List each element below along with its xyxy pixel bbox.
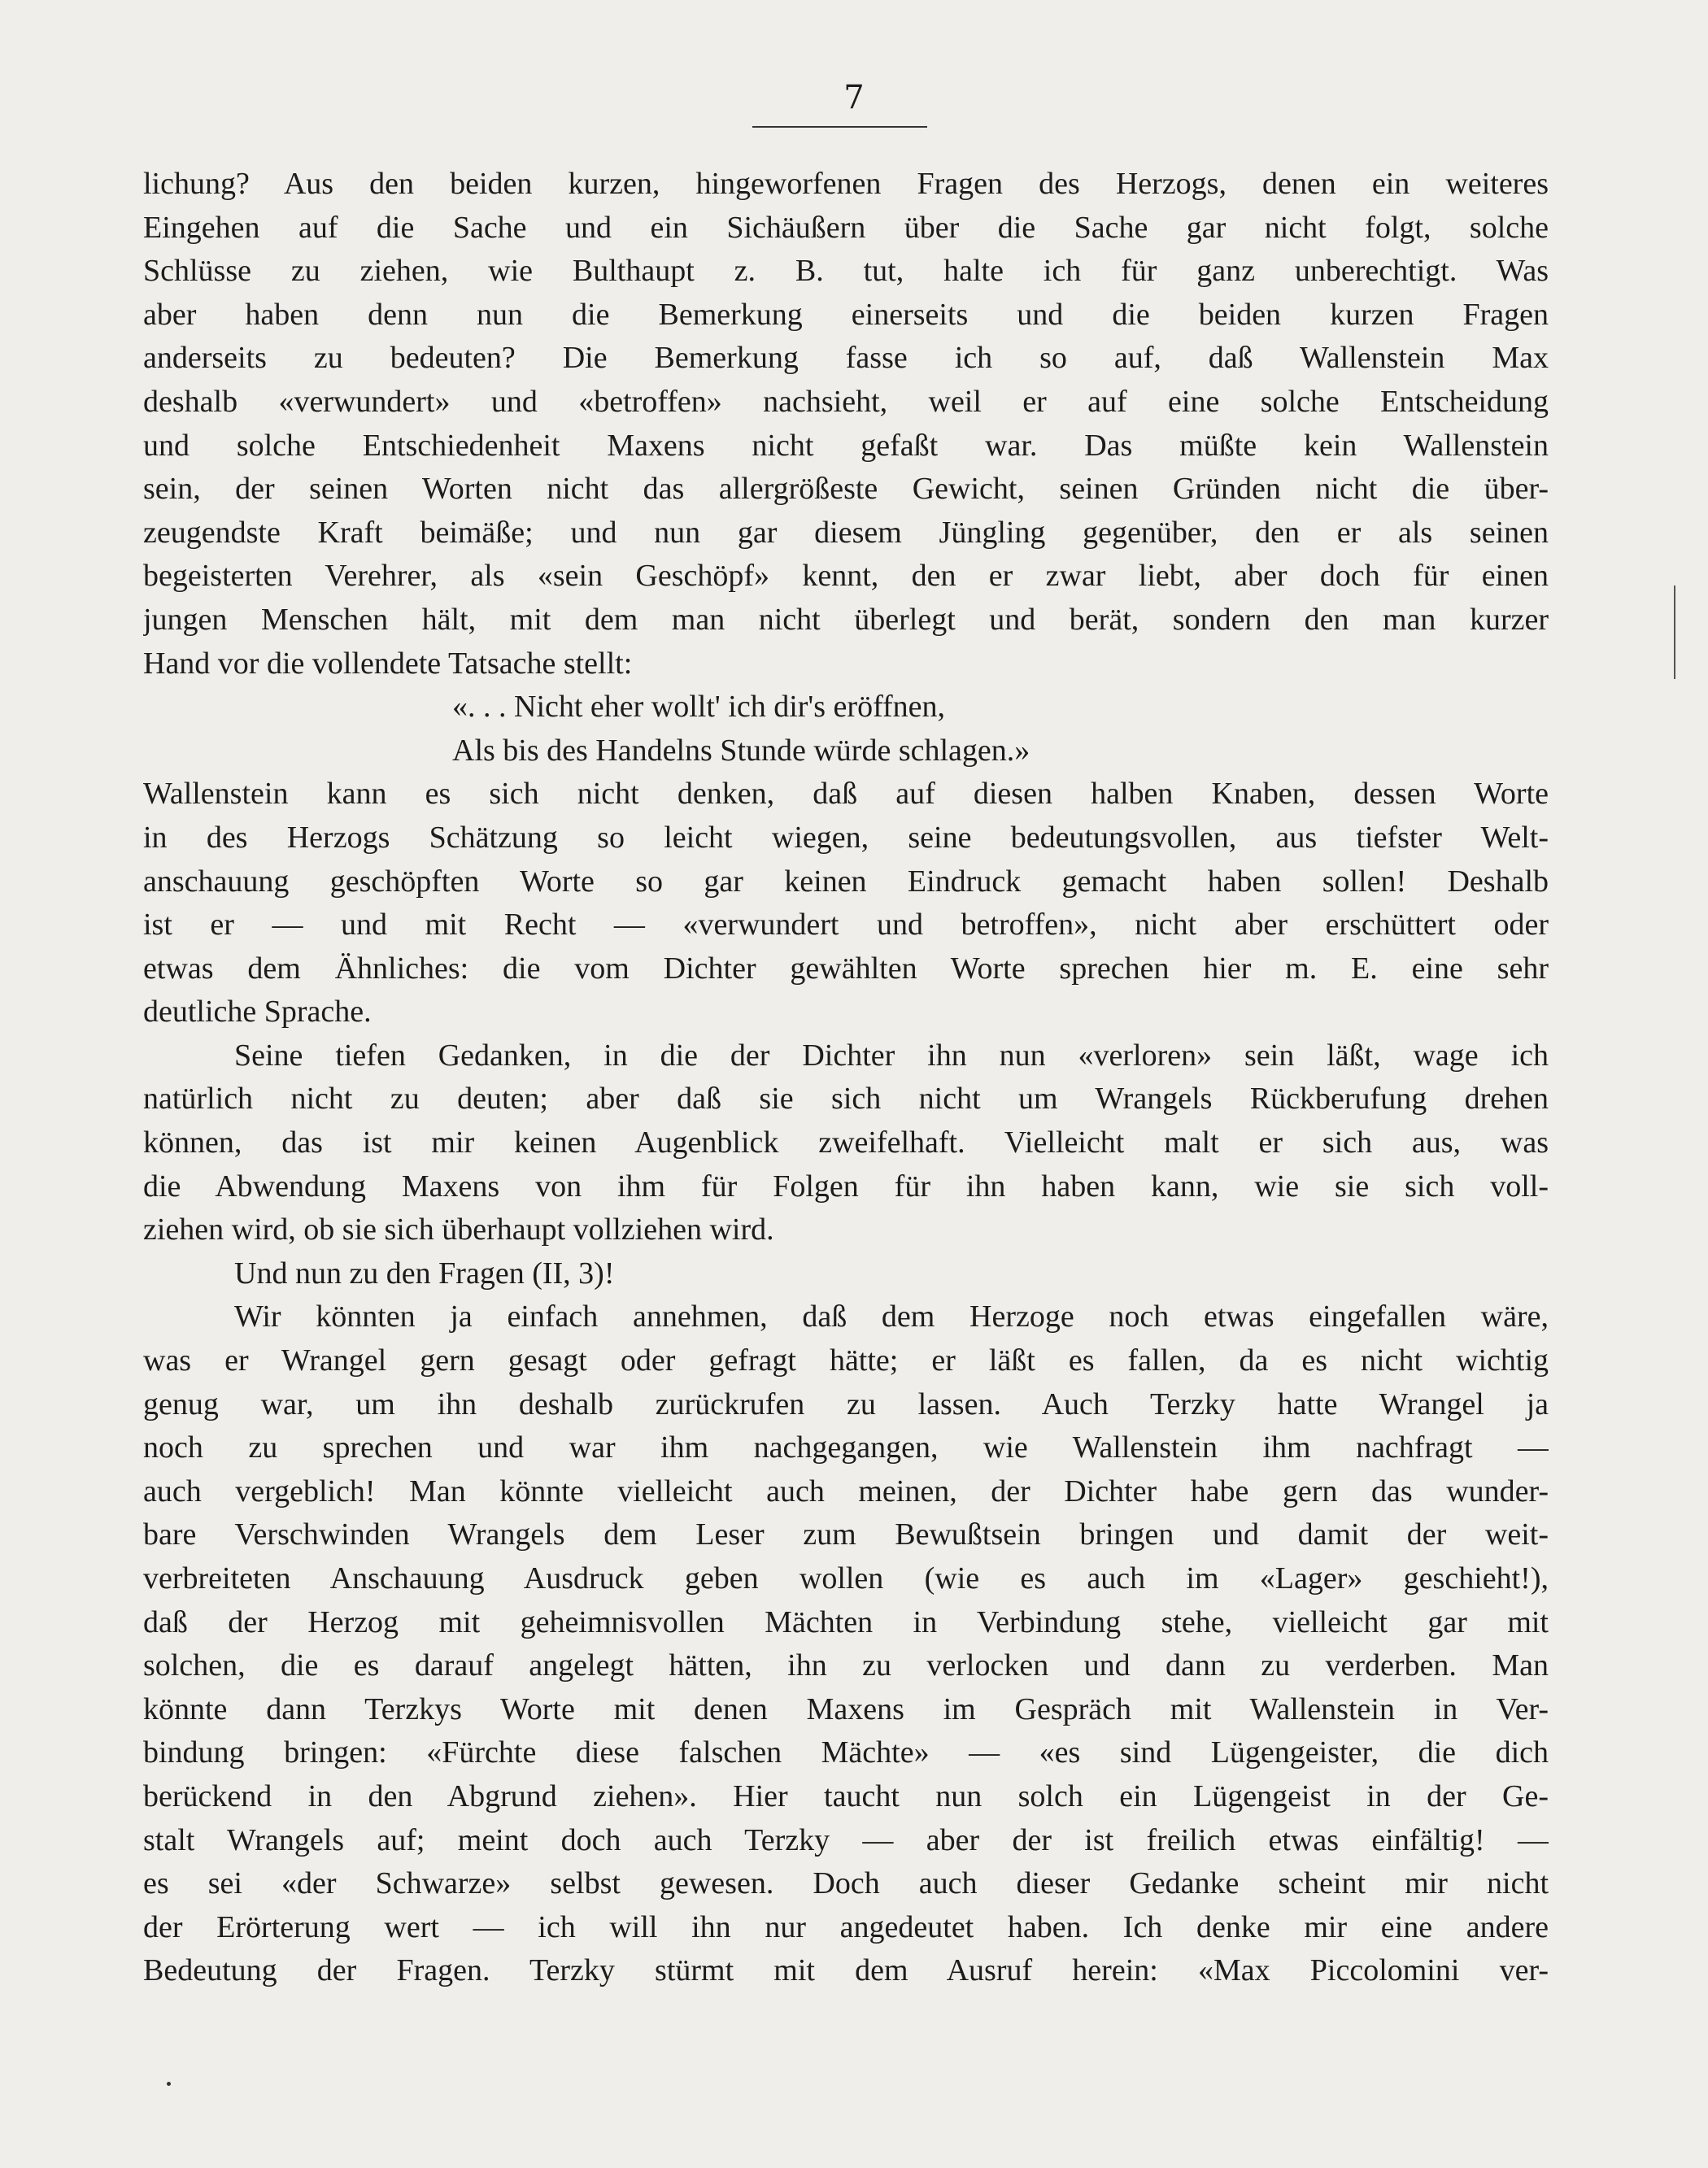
text-line: Und nun zu den Fragen (II, 3)! <box>234 1256 615 1291</box>
text-line: und solche Entschiedenheit Maxens nicht gefaßt war. Das müßte kein Wallenstein <box>143 428 1549 463</box>
ink-speck <box>167 2082 171 2086</box>
text-line: ist er — und mit Recht — «verwundert und betroffen», nicht aber erschüttert oder <box>143 908 1549 943</box>
text-line: deutliche Sprache. <box>143 995 372 1030</box>
text-line: bindung bringen: «Fürchte diese falschen Mächte» — «es sind Lügengeister, die dich <box>143 1735 1549 1770</box>
text-line: Bedeutung der Fragen. Terzky stürmt mit dem Ausruf herein: «Max Piccolomini ver- <box>143 1953 1549 1988</box>
text-line: jungen Menschen hält, mit dem man nicht überlegt und berät, sondern den man kurzer <box>143 602 1549 637</box>
text-line: was er Wrangel gern gesagt oder gefragt hätte; er läßt es fallen, da es nicht wichtig <box>143 1343 1549 1378</box>
text-line: verbreiteten Anschauung Ausdruck geben wollen (wie es auch im «Lager» geschieht!), <box>143 1561 1549 1596</box>
text-line: anderseits zu bedeuten? Die Bemerkung fasse ich so auf, daß Wallenstein Max <box>143 341 1549 376</box>
text-line: deshalb «verwundert» und «betroffen» nachsieht, weil er auf eine solche Entscheidung <box>143 384 1549 419</box>
text-line: aber haben denn nun die Bemerkung einerseits und die beiden kurzen Fragen <box>143 297 1549 332</box>
header-rule <box>752 126 927 128</box>
quote-line: «. . . Nicht eher wollt' ich dir's eröffnen, <box>452 690 946 725</box>
text-line: lichung? Aus den beiden kurzen, hingeworfenen Fragen des Herzogs, denen ein weiteres <box>143 167 1549 201</box>
text-line: die Abwendung Maxens von ihm für Folgen für ihn haben kann, wie sie sich voll- <box>143 1169 1549 1204</box>
text-line: Eingehen auf die Sache und ein Sichäußern über die Sache gar nicht folgt, solche <box>143 210 1549 245</box>
quote-line: Als bis des Handelns Stunde würde schlagen.» <box>452 733 1030 768</box>
text-line: anschauung geschöpften Worte so gar keinen Eindruck gemacht haben sollen! Deshalb <box>143 864 1549 899</box>
text-line: solchen, die es darauf angelegt hätten, ihn zu verlocken und dann zu verderben. Man <box>143 1648 1549 1683</box>
text-line: es sei «der Schwarze» selbst gewesen. Doch auch dieser Gedanke scheint mir nicht <box>143 1866 1549 1901</box>
text-line: daß der Herzog mit geheimnisvollen Mächten in Verbindung stehe, vielleicht gar mit <box>143 1604 1549 1639</box>
text-line: Seine tiefen Gedanken, in die der Dichter ihn nun «verloren» sein läßt, wage ich <box>234 1038 1549 1073</box>
text-line: könnte dann Terzkys Worte mit denen Maxens im Gespräch mit Wallenstein in Ver- <box>143 1691 1549 1726</box>
text-line: in des Herzogs Schätzung so leicht wiegen, seine bedeutungsvollen, aus tiefster Welt- <box>143 820 1549 855</box>
text-line: zeugendste Kraft beimäße; und nun gar diesem Jüngling gegenüber, den er als seinen <box>143 515 1549 550</box>
text-line: Schlüsse zu ziehen, wie Bulthaupt z. B. tut, halte ich für ganz unberechtigt. Was <box>143 254 1549 289</box>
text-line: auch vergeblich! Man könnte vielleicht auch meinen, der Dichter habe gern das wunder- <box>143 1474 1549 1508</box>
text-line: natürlich nicht zu deuten; aber daß sie sich nicht um Wrangels Rückberufung drehen <box>143 1082 1549 1117</box>
text-line: noch zu sprechen und war ihm nachgegangen, wie Wallenstein ihm nachfragt — <box>143 1430 1549 1465</box>
text-line: berückend in den Abgrund ziehen». Hier taucht nun solch ein Lügengeist in der Ge- <box>143 1778 1549 1813</box>
margin-mark <box>1674 586 1675 679</box>
text-line: sein, der seinen Worten nicht das allergrößeste Gewicht, seinen Gründen nicht die über- <box>143 472 1549 507</box>
text-line: der Erörterung wert — ich will ihn nur angedeutet haben. Ich denke mir eine andere <box>143 1909 1549 1944</box>
text-line: ziehen wird, ob sie sich überhaupt vollziehen wird. <box>143 1212 774 1247</box>
text-line: genug war, um ihn deshalb zurückrufen zu lassen. Auch Terzky hatte Wrangel ja <box>143 1387 1549 1421</box>
text-line: Wir könnten ja einfach annehmen, daß dem Herzoge noch etwas eingefallen wäre, <box>234 1299 1549 1334</box>
page-number: 7 <box>843 79 865 116</box>
text-line: etwas dem Ähnliches: die vom Dichter gewählten Worte sprechen hier m. E. eine sehr <box>143 951 1549 986</box>
body-text <box>143 163 1549 1993</box>
text-line: Hand vor die vollendete Tatsache stellt: <box>143 646 633 681</box>
text-line: begeisterten Verehrer, als «sein Geschöpf» kennt, den er zwar liebt, aber doch für einen <box>143 559 1549 594</box>
text-line: stalt Wrangels auf; meint doch auch Terzky — aber der ist freilich etwas einfältig! — <box>143 1822 1549 1857</box>
text-line: können, das ist mir keinen Augenblick zweifelhaft. Vielleicht malt er sich aus, was <box>143 1125 1549 1160</box>
text-line: bare Verschwinden Wrangels dem Leser zum Bewußtsein bringen und damit der weit- <box>143 1517 1549 1552</box>
text-line: Wallenstein kann es sich nicht denken, daß auf diesen halben Knaben, dessen Worte <box>143 777 1549 812</box>
